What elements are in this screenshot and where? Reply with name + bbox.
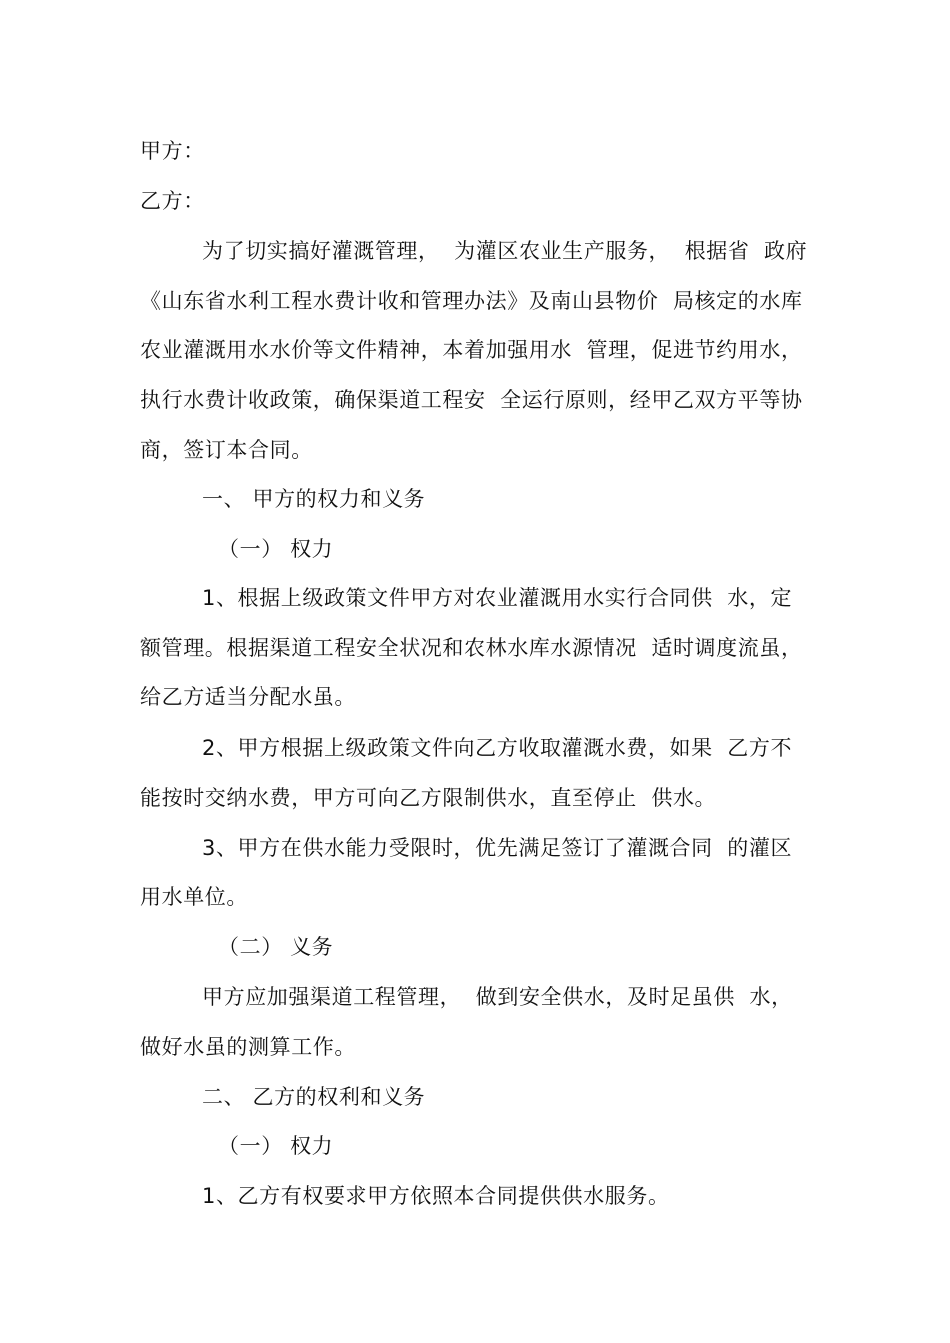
section-1-item-3-line-2: 用水单位。 — [140, 885, 248, 909]
section-1-item-1-line-1: 1、根据上级政策文件甲方对农业灌溉用水实行合同供 水，定 — [202, 586, 793, 610]
section-2-subtitle-rights: （一） 权力 — [218, 1134, 334, 1158]
party-a-label: 甲方： — [140, 139, 205, 163]
intro-line-3: 农业灌溉用水水价等文件精神，本着加强用水 管理，促进节约用水， — [140, 338, 803, 362]
intro-line-4: 执行水费计收政策，确保渠道工程安 全运行原则，经甲乙双方平等协 — [140, 388, 803, 412]
section-1-subtitle-rights: （一） 权力 — [218, 537, 334, 561]
intro-line-2: 《山东省水利工程水费计收和管理办法》及南山县物价 局核定的水库 — [140, 289, 803, 313]
section-1-item-2-line-2: 能按时交纳水费，甲方可向乙方限制供水，直至停止 供水。 — [140, 786, 717, 810]
section-1-item-2-line-1: 2、甲方根据上级政策文件向乙方收取灌溉水费，如果 乙方不 — [202, 736, 793, 760]
section-1-item-1-line-3: 给乙方适当分配水虽。 — [140, 685, 356, 709]
section-1-title: 一、 甲方的权力和义务 — [202, 487, 426, 511]
party-b-label: 乙方： — [140, 189, 205, 213]
section-1-item-3-line-1: 3、甲方在供水能力受限时，优先满足签订了灌溉合同 的灌区 — [202, 836, 793, 860]
intro-line-1: 为了切实搞好灌溉管理， 为灌区农业生产服务， 根据省 政府 — [202, 239, 808, 263]
section-2-title: 二、 乙方的权利和义务 — [202, 1085, 426, 1109]
intro-line-5: 商，签订本合同。 — [140, 438, 313, 462]
section-1-item-1-line-2: 额管理。根据渠道工程安全状况和农林水库水源情况 适时调度流虽， — [140, 636, 803, 660]
section-1-duty-line-2: 做好水虽的测算工作。 — [140, 1035, 356, 1059]
section-1-duty-line-1: 甲方应加强渠道工程管理， 做到安全供水，及时足虽供 水， — [202, 985, 793, 1009]
section-2-item-1: 1、乙方有权要求甲方依照本合同提供供水服务。 — [202, 1184, 670, 1208]
section-1-subtitle-duties: （二） 义务 — [218, 935, 334, 959]
